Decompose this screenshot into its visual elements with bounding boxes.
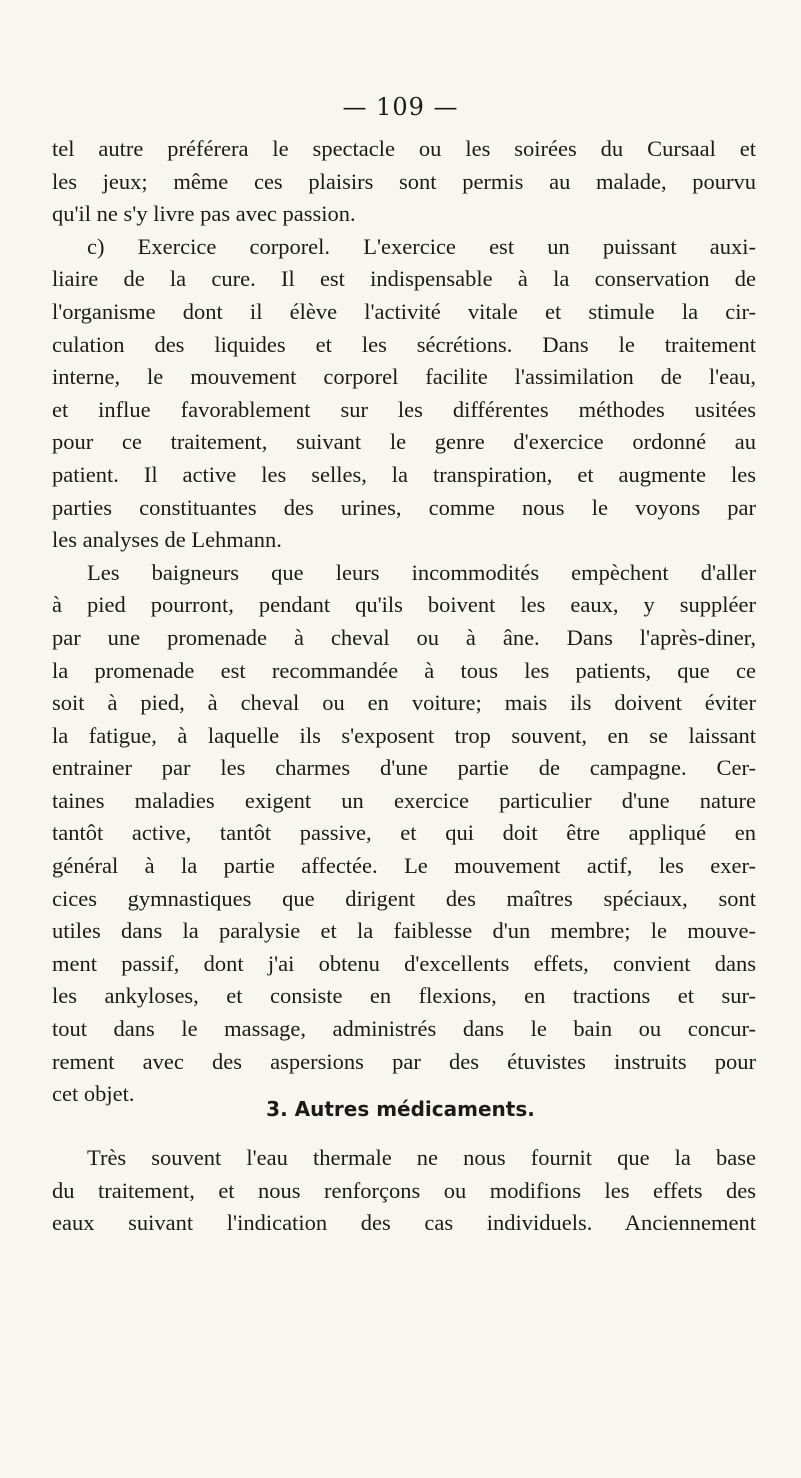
section-heading: 3. Autres médicaments. xyxy=(266,1097,535,1121)
text-line: à pied pourront, pendant qu'ils boivent les eaux, y suppléer xyxy=(52,592,756,618)
text-line: taines maladies exigent un exercice particulier d'une nature xyxy=(52,787,756,813)
text-line: qu'il ne s'y livre pas avec passion. xyxy=(52,201,356,227)
text-line: rement avec des aspersions par des étuvistes instruits pour xyxy=(52,1048,756,1074)
text-line: c) Exercice corporel. L'exercice est un puissant auxi- xyxy=(87,233,756,259)
body-text-block-2 xyxy=(52,1142,756,1240)
text-line: du traitement, et nous renforçons ou modifions les effets des xyxy=(52,1177,756,1203)
text-line: l'organisme dont il élève l'activité vitale et stimule la cir- xyxy=(52,298,756,324)
text-line: la promenade est recommandée à tous les patients, que ce xyxy=(52,657,756,683)
text-line: la fatigue, à laquelle ils s'exposent trop souvent, en se laissant xyxy=(52,722,756,748)
text-line: ment passif, dont j'ai obtenu d'excellents effets, convient dans xyxy=(52,950,756,976)
text-line: par une promenade à cheval ou à âne. Dans l'après-diner, xyxy=(52,624,756,650)
text-line: utiles dans la paralysie et la faiblesse d'un membre; le mouve- xyxy=(52,918,756,944)
text-line: soit à pied, à cheval ou en voiture; mais ils doivent éviter xyxy=(52,690,756,716)
text-line: les ankyloses, et consiste en flexions, en tractions et sur- xyxy=(52,983,756,1009)
text-line: tantôt active, tantôt passive, et qui doit être appliqué en xyxy=(52,820,756,846)
text-line: les jeux; même ces plaisirs sont permis au malade, pourvu xyxy=(52,168,756,194)
text-line: patient. Il active les selles, la transpiration, et augmente les xyxy=(52,461,756,487)
text-line: cices gymnastiques que dirigent des maîtres spéciaux, sont xyxy=(52,885,756,911)
text-line: Très souvent l'eau thermale ne nous fournit que la base xyxy=(87,1145,756,1170)
text-line: les analyses de Lehmann. xyxy=(52,527,282,553)
text-line: Les baigneurs que leurs incommodités empèchent d'aller xyxy=(87,559,756,585)
text-line: entrainer par les charmes d'une partie de campagne. Cer- xyxy=(52,755,756,781)
body-text-block xyxy=(52,133,756,1111)
text-line: pour ce traitement, suivant le genre d'exercice ordonné au xyxy=(52,429,756,455)
text-line: parties constituantes des urines, comme nous le voyons par xyxy=(52,494,756,520)
text-line: cet objet. xyxy=(52,1081,135,1107)
text-line: interne, le mouvement corporel facilite l'assimilation de l'eau, xyxy=(52,364,756,390)
text-line: et influe favorablement sur les différentes méthodes usitées xyxy=(52,396,756,422)
page-number: — 109 — xyxy=(342,93,459,121)
text-line: liaire de la cure. Il est indispensable à la conservation de xyxy=(52,266,756,292)
text-line: culation des liquides et les sécrétions. Dans le traitement xyxy=(52,331,756,357)
text-line: tel autre préférera le spectacle ou les soirées du Cursaal et xyxy=(52,136,756,161)
text-line: général à la partie affectée. Le mouvement actif, les exer- xyxy=(52,853,756,879)
text-line: eaux suivant l'indication des cas individuels. Anciennement xyxy=(52,1210,756,1236)
text-line: tout dans le massage, administrés dans le bain ou concur- xyxy=(52,1016,756,1042)
